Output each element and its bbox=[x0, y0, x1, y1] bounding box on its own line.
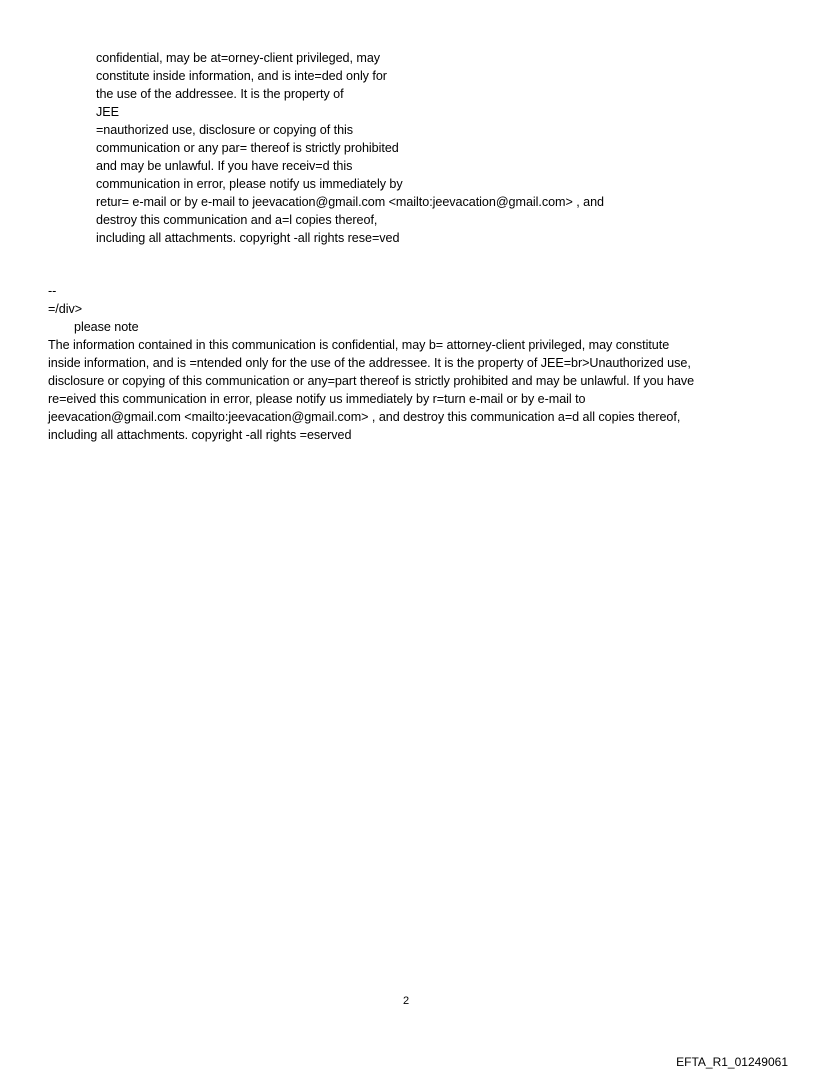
quoted-line: including all attachments. copyright -all rights rese=ved bbox=[96, 231, 400, 245]
quoted-line: constitute inside information, and is inte=ded only for bbox=[96, 69, 387, 83]
quoted-line: communication or any par= thereof is strictly prohibited bbox=[96, 141, 399, 155]
quoted-line: JEE bbox=[96, 105, 119, 119]
paragraph-line: inside information, and is =ntended only for the use of the addressee. It is the property of JEE=br>Unauthorized use, bbox=[48, 356, 691, 370]
paragraph-line: re=eived this communication in error, please notify us immediately by r=turn e-mail or by e-mail to bbox=[48, 392, 586, 406]
quoted-line: retur= e-mail or by e-mail to jeevacation@gmail.com <mailto:jeevacation@gmail.com> , and bbox=[96, 195, 604, 209]
document-id: EFTA_R1_01249061 bbox=[676, 1055, 788, 1069]
paragraph-line: disclosure or copying of this communication or any=part thereof is strictly prohibited and may be unlawful. If you have bbox=[48, 374, 695, 388]
quoted-line: confidential, may be at=orney-client privileged, may bbox=[96, 51, 381, 65]
paragraph-line: The information contained in this communication is confidential, may b= attorney-client privileged, may constitute bbox=[48, 338, 670, 352]
quoted-line: and may be unlawful. If you have receiv=d this bbox=[96, 159, 353, 173]
quoted-line: the use of the addressee. It is the property of bbox=[96, 87, 344, 101]
note-heading: please note bbox=[74, 320, 139, 334]
quoted-line: communication in error, please notify us immediately by bbox=[96, 177, 403, 191]
quoted-line: =nauthorized use, disclosure or copying of this bbox=[96, 123, 354, 137]
paragraph-line: including all attachments. copyright -all rights =eserved bbox=[48, 428, 352, 442]
div-close-fragment: =/div> bbox=[48, 302, 83, 316]
signature-separator: -- bbox=[48, 284, 57, 298]
paragraph-line: jeevacation@gmail.com <mailto:jeevacation@gmail.com> , and destroy this communication a=d all copies thereof, bbox=[48, 410, 681, 424]
quoted-line: destroy this communication and a=l copies thereof, bbox=[96, 213, 378, 227]
page-number: 2 bbox=[403, 995, 410, 1007]
